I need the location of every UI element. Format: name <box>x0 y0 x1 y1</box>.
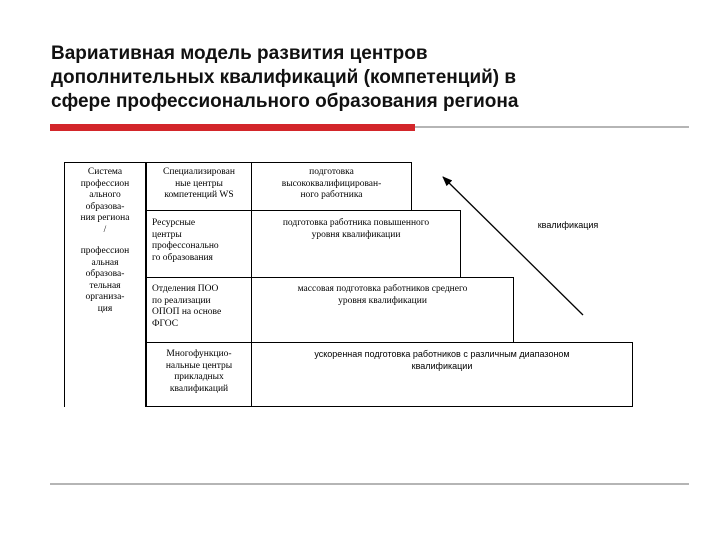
text-line: по реализации <box>152 295 211 306</box>
text-line: / <box>103 224 107 235</box>
text-line: ного работника <box>300 190 363 200</box>
title-line-3: сфере профессионального образования региона <box>51 91 519 112</box>
text-line: уровня квалификации <box>311 229 401 240</box>
text-line: тельная <box>89 280 121 291</box>
text-line: нальные центры <box>165 360 233 371</box>
text-line: квалификаций <box>169 383 229 394</box>
text-line: организа- <box>85 292 125 302</box>
text-line: подготовка работника повышенного <box>282 218 430 228</box>
text-line: Специализирован <box>163 167 235 177</box>
footer-divider <box>50 483 689 485</box>
text-line: подготовка <box>309 167 354 177</box>
text-line: профессион <box>80 178 130 189</box>
text-line: центры <box>152 229 182 240</box>
text-line: ные центры <box>175 178 223 189</box>
title-line-1: Вариативная модель развития центров <box>51 43 428 64</box>
text-line: образова- <box>85 201 125 212</box>
text-line: Многофункцио- <box>166 349 232 359</box>
text-line: ФГОС <box>152 318 179 329</box>
text-line: уровня квалификации <box>338 295 427 306</box>
qualification-arrow-line <box>443 177 583 315</box>
text-line: Система <box>87 167 123 177</box>
text-line: Ресурсные <box>152 218 196 228</box>
text-line: альная <box>91 257 119 268</box>
text-line: ОПОП на основе <box>152 307 222 317</box>
text-line: Отделения ПОО <box>152 284 219 294</box>
text-line: ция <box>97 303 113 314</box>
text-line: образова- <box>85 269 125 279</box>
text-line: профессион <box>80 246 130 256</box>
text-line: ния региона <box>80 213 130 223</box>
text-line: компетенций WS <box>164 190 234 200</box>
text-line: массовая подготовка работников среднего <box>297 284 468 294</box>
text-line: прикладных <box>174 372 224 382</box>
text-line: профессонально <box>152 241 219 251</box>
text-line: квалификации <box>411 361 473 371</box>
text-line: ального <box>89 190 121 200</box>
qualification-arrow-label: квалификация <box>537 220 599 230</box>
text-line: высококвалифицирован- <box>281 178 382 189</box>
title-line-2: дополнительных квалификаций (компетенций) в <box>51 67 517 88</box>
text-line: го образования <box>152 252 213 263</box>
text-line: ускоренная подготовка работников с различным диапазоном <box>314 349 570 359</box>
